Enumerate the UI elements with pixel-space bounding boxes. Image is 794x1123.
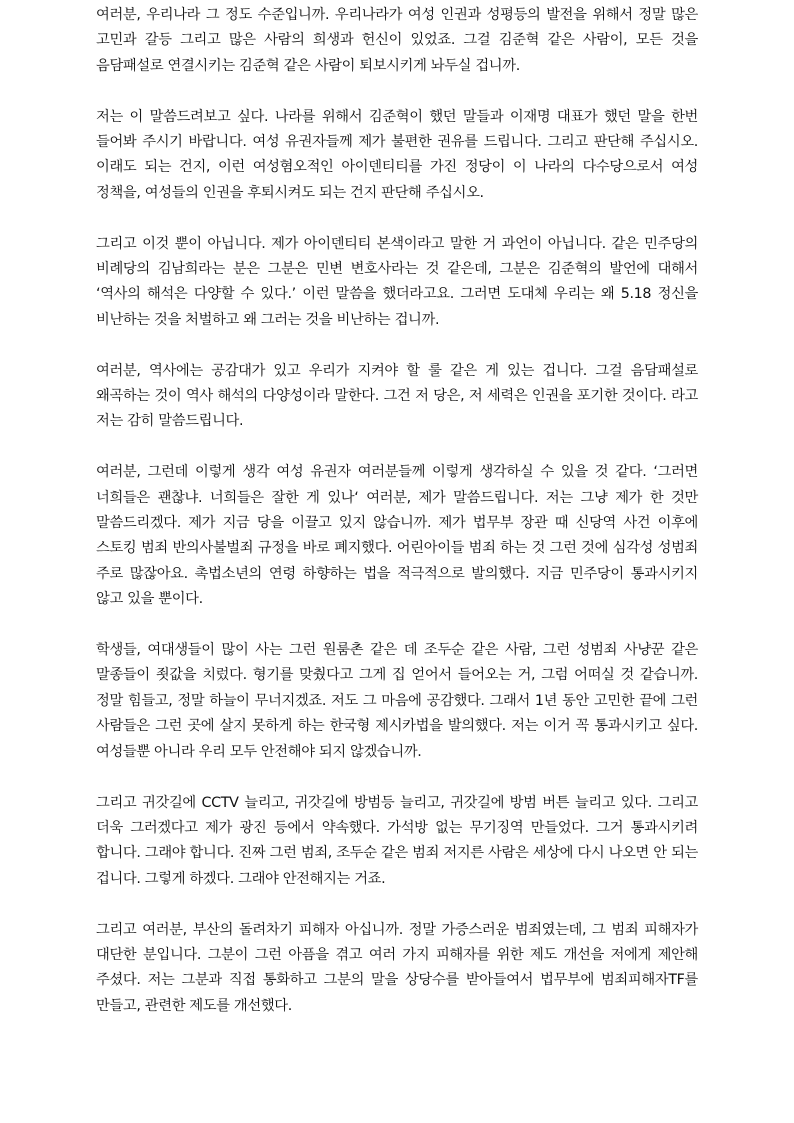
document-page — [96, 0, 698, 1045]
paragraph-8: 그리고 여러분, 부산의 돌려차기 피해자 아십니까. 정말 가증스러운 범죄였는데, 그 범죄 피해자가 대단한 분입니다. 그분이 그런 아픔을 겪고 여러 가지 피해자를 위한 제도 개선을 저에게 제안해 주셨다. 저는 그분과 직접 통화하고 그분의 말을 상당수를 받아들여서 법무부에 범죄피해자TF를 만들고, 관련한 제도를 개선했다. — [96, 921, 698, 1014]
paragraph-1: 여러분, 우리나라 그 정도 수준입니까. 우리나라가 여성 인권과 성평등의 발전을 위해서 정말 많은 고민과 갈등 그리고 많은 사람의 희생과 헌신이 있었죠. 그걸 김준혁 같은 사람이, 모든 것을 음담패설로 연결시키는 김준혁 같은 사람이 퇴보시키게 놔두실 겁니까. — [96, 7, 698, 74]
paragraph-7: 그리고 귀갓길에 CCTV 늘리고, 귀갓길에 방범등 늘리고, 귀갓길에 방범 버튼 늘리고 있다. 그리고 더욱 그러겠다고 제가 광진 등에서 약속했다. 가석방 없는 무기징역 만들었다. 그거 통과시키려 합니다. 그래야 합니다. 진짜 그런 범죄, 조두순 같은 범죄 저지른 사람은 세상에 다시 나오면 안 되는 겁니다. 그렇게 하겠다. 그래야 안전해지는 거죠. — [96, 794, 698, 887]
paragraph-5: 여러분, 그런데 이렇게 생각 여성 유권자 여러분들께 이렇게 생각하실 수 있을 것 같다. ‘그러면 너희들은 괜찮냐. 너희들은 잘한 게 있나‘ 여러분, 제가 말씀드립니다. 저는 그냥 제가 한 것만 말씀드리겠다. 제가 지금 당을 이끌고 있지 않습니까. 제가 법무부 장관 때 신당역 사건 이후에 스토킹 범죄 반의사불벌죄 규정을 바로 폐지했다. 어린아이들 범죄 하는 것 그런 것에 심각성 성범죄 주로 많잖아요. 촉법소년의 연령 하향하는 법을 적극적으로 발의했다. 지금 민주당이 통과시키지 않고 있을 뿐이다. — [96, 464, 698, 608]
paragraph-3: 그리고 이것 뿐이 아닙니다. 제가 아이덴티티 본색이라고 말한 거 과언이 아닙니다. 같은 민주당의 비례당의 김남희라는 분은 그분은 민변 변호사라는 것 같은데, 그분은 김준혁의 발언에 대해서 ‘역사의 해석은 다양할 수 있다.’ 이런 말씀을 했더라고요. 그러면 도대체 우리는 왜 5.18 정신을 비난하는 것을 처벌하고 왜 그러는 것을 비난하는 겁니까. — [96, 235, 698, 328]
paragraph-4: 여러분, 역사에는 공감대가 있고 우리가 지켜야 할 룰 같은 게 있는 겁니다. 그걸 음담패설로 왜곡하는 것이 역사 해석의 다양성이라 말한다. 그건 저 당은, 저 세력은 인권을 포기한 것이다. 라고 저는 감히 말씀드립니다. — [96, 362, 698, 430]
paragraph-2: 저는 이 말씀드려보고 싶다. 나라를 위해서 김준혁이 했던 말들과 이재명 대표가 했던 말을 한번 들어봐 주시기 바랍니다. 여성 유권자들께 제가 불편한 권유를 드립니다. 그리고 판단해 주십시오. 이래도 되는 건지, 이런 여성혐오적인 아이덴티티를 가진 정당이 이 나라의 다수당으로서 여성 정책을, 여성들의 인권을 후퇴시켜도 되는 건지 판단해 주십시오. — [96, 108, 698, 201]
paragraph-6: 학생들, 여대생들이 많이 사는 그런 원룸촌 같은 데 조두순 같은 사람, 그런 성범죄 사냥꾼 같은 말종들이 죗값을 치렀다. 형기를 맞췄다고 그게 집 얻어서 들어오는 거, 그럼 어떠실 것 같습니까. 정말 힘들고, 정말 하늘이 무너지겠죠. 저도 그 마음에 공감했다. 그래서 1년 동안 고민한 끝에 그런 사람들은 그런 곳에 살지 못하게 하는 한국형 제시카법을 발의했다. 저는 이거 꼭 통과시키고 싶다. 여성들뿐 아니라 우리 모두 안전해야 되지 않겠습니까. — [96, 642, 698, 760]
